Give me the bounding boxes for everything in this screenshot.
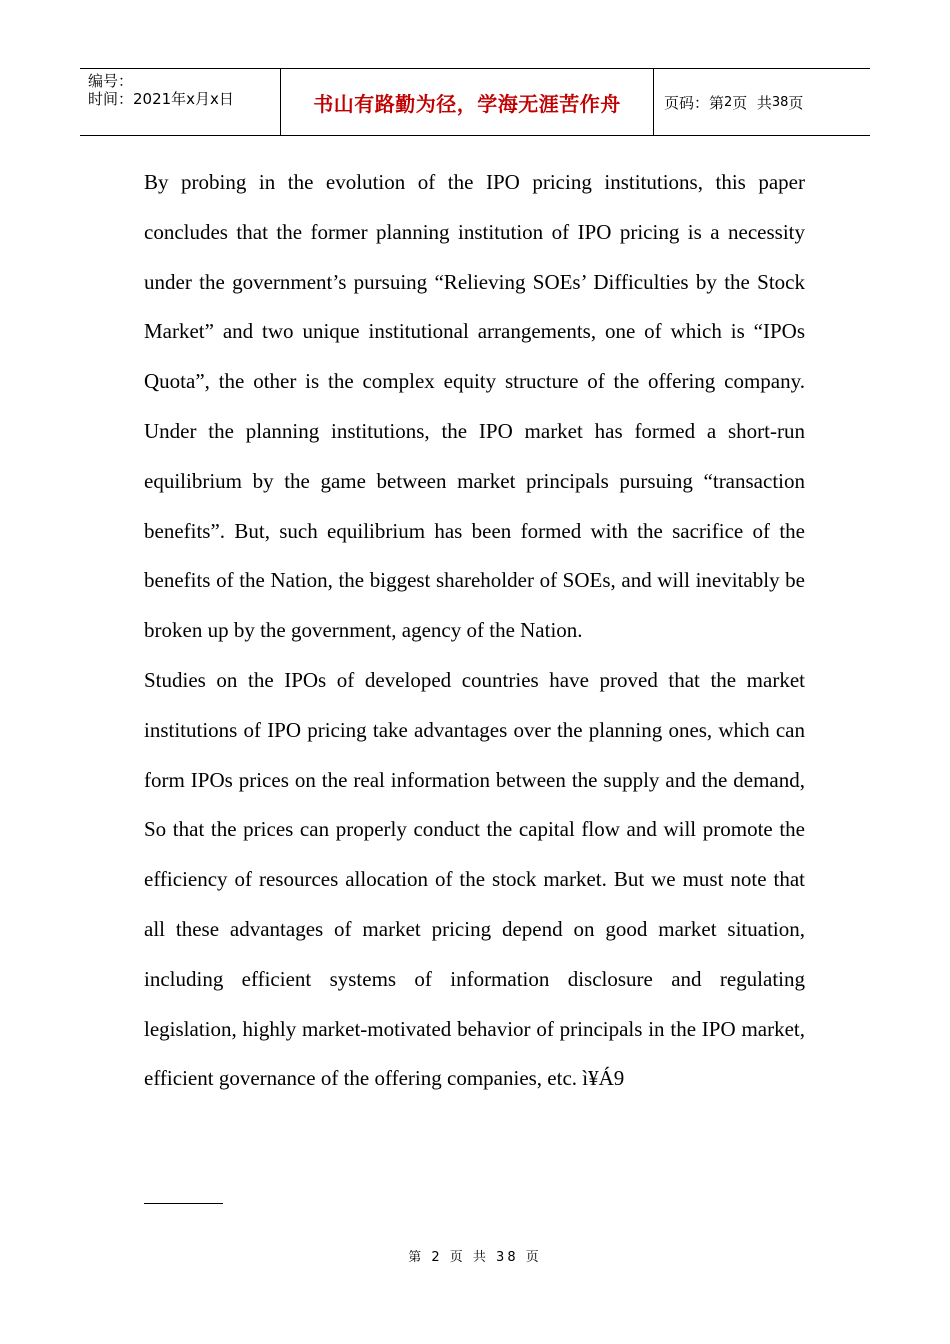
page-current: 2 bbox=[724, 94, 733, 110]
page-mid: 页 共 bbox=[732, 93, 772, 112]
header-motto: 书山有路勤为径，学海无涯苦作舟 bbox=[281, 69, 654, 135]
paragraph-1: By probing in the evolution of the IPO pricing institutions, this paper concludes that the former planning institution of IPO pricing is a necessity under the government’s pursuing “Relieving SOEs’ Difficulties by the Stock Market” and two unique institutional arrangements, one of which is “IPOs Quota”, the other is the complex equity structure of the offering company. Under the planning institutions, the IPO market has formed a short-run equilibrium by the game between market principals pursuing “transaction benefits”. But, such equilibrium has been formed with the sacrifice of the benefits of the Nation, the biggest shareholder of SOEs, and will inevitably be broken up by the government, agency of the Nation. bbox=[144, 170, 805, 643]
page-total: 38 bbox=[771, 94, 789, 110]
header-meta bbox=[80, 69, 281, 135]
paragraph-2: Studies on the IPOs of developed countries have proved that the market institutions of IPO pricing take advantages over the planning ones, which can form IPOs prices on the real information between the supply and the demand, So that the prices can properly conduct the capital flow and will promote the efficiency of resources allocation of the stock market. But we must note that all these advantages of market pricing depend on good market situation, including efficient systems of information disclosure and regulating legislation, highly market-motivated behavior of principals in the IPO market, efficient governance of the offering companies, etc. ì¥Á9 bbox=[144, 667, 805, 1091]
page-suffix: 页 bbox=[788, 93, 804, 112]
header-page-info bbox=[654, 69, 870, 135]
body-text bbox=[144, 158, 805, 1104]
page-header bbox=[80, 68, 870, 136]
footnote-rule bbox=[144, 1203, 223, 1204]
time-label: 时间：2021年x月x日 bbox=[88, 90, 234, 108]
page-footer: 第 2 页 共 38 页 bbox=[408, 1250, 542, 1265]
serial-label: 编号： bbox=[88, 72, 134, 90]
page-prefix: 页码：第 bbox=[664, 93, 725, 112]
